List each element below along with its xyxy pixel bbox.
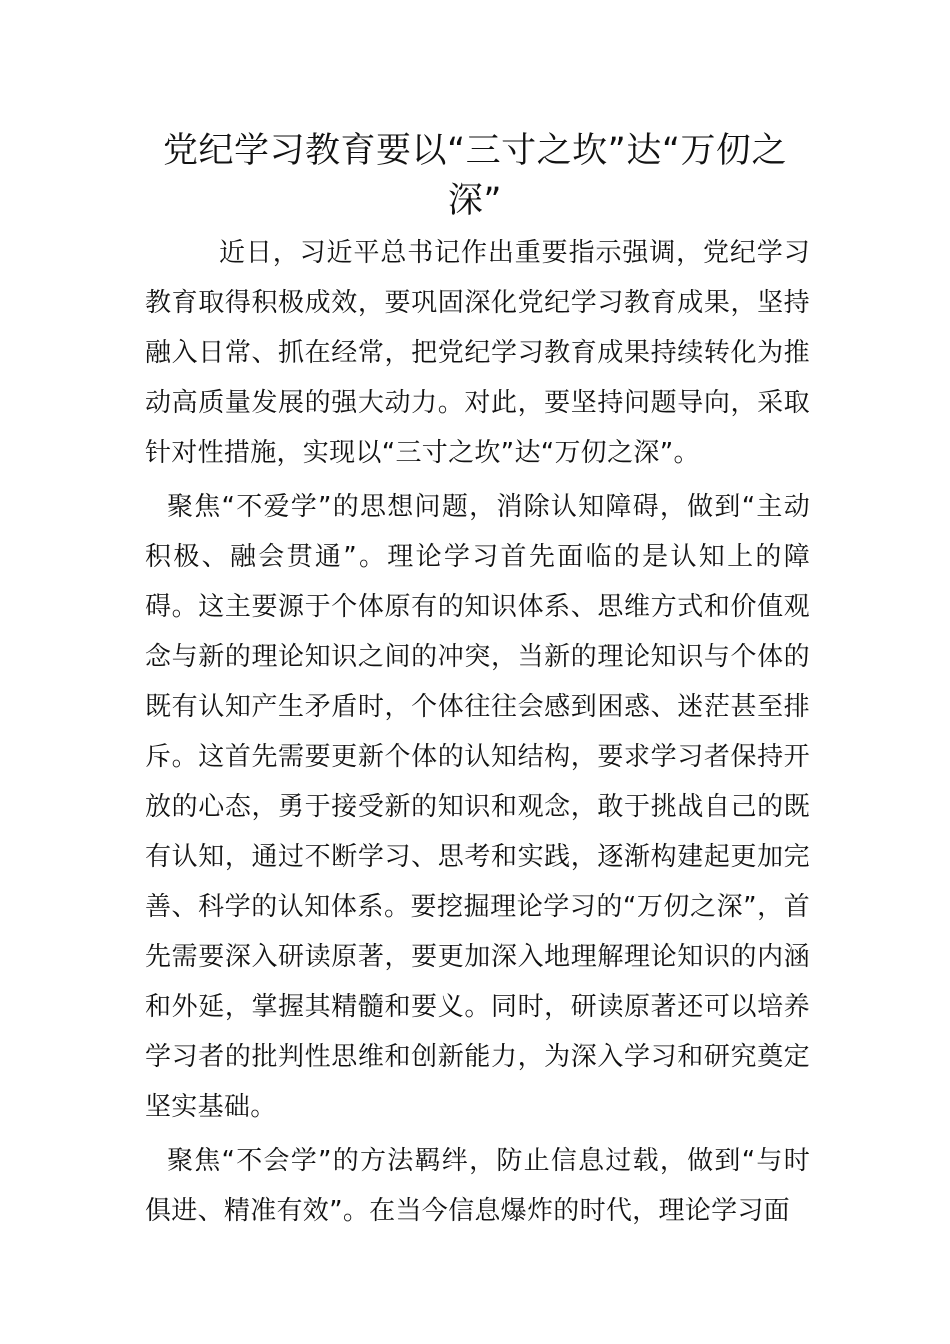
paragraph-intro: 近日，习近平总书记作出重要指示强调，党纪学习教育取得积极成效，要巩固深化党纪学习教育成果，坚持融入日常、抓在经常，把党纪学习教育成果持续转化为推动高质量发展的强大动力。对此，要坚持问题导向，采取针对性措施，实现以“三寸之坎”达“万仞之深”。: [145, 238, 810, 468]
paragraph-cognition: 聚焦“不爱学”的思想问题，消除认知障碍，做到“主动积极、融会贯通”。理论学习首先面临的是认知上的障碍。这主要源于个体原有的知识体系、思维方式和价值观念与新的理论知识之间的冲突，当新的理论知识与个体的既有认知产生矛盾时，个体往往会感到困惑、迷茫甚至排斥。这首先需要更新个体的认知结构，要求学习者保持开放的心态，勇于接受新的知识和观念，敢于挑战自己的既有认知，通过不断学习、思考和实践，逐渐构建起更加完善、科学的认知体系。要挖掘理论学习的“万仞之深”，首先需要深入研读原著，要更加深入地理解理论知识的内涵和外延，掌握其精髓和要义。同时，研读原著还可以培养学习者的批判性思维和创新能力，为深入学习和研究奠定坚实基础。: [145, 492, 810, 1122]
paragraph-method: 聚焦“不会学”的方法羁绊，防止信息过载，做到“与时俱进、精准有效”。在当今信息爆炸的时代，理论学习面: [145, 1146, 810, 1226]
document-body: [145, 228, 810, 1240]
document-title: 党纪学习教育要以“三寸之坎”达“万仞之深”: [163, 131, 787, 221]
